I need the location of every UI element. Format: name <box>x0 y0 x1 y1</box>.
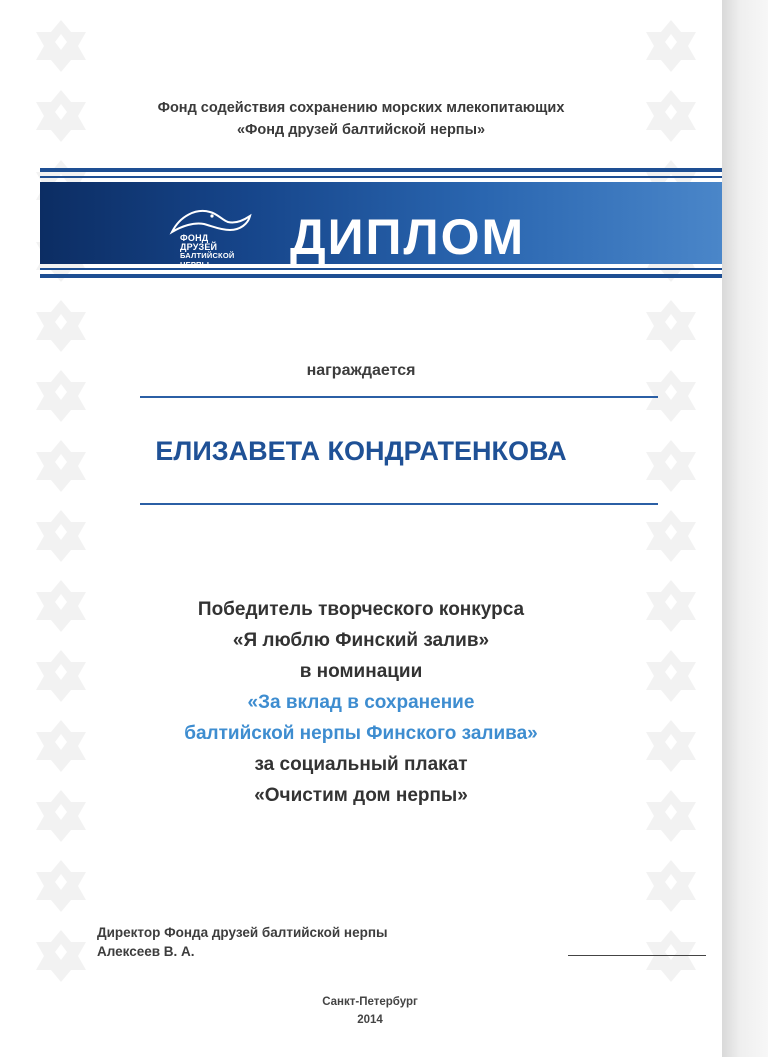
logo-line-2: ДРУЗЕЙ <box>180 242 218 252</box>
divider-top <box>140 396 658 398</box>
award-description <box>0 594 722 811</box>
footer-year: 2014 <box>357 1014 383 1026</box>
awarded-label: награждается <box>306 362 416 379</box>
award-line-3: в номинации <box>299 661 423 682</box>
diploma-banner <box>40 168 722 282</box>
signature-line <box>568 955 706 956</box>
award-line-7: «Очистим дом нерпы» <box>254 785 468 806</box>
signer-title: Директор Фонда друзей балтийской нерпы <box>97 925 388 940</box>
logo-text <box>180 234 234 269</box>
scan-edge <box>722 0 768 1057</box>
seal-logo-icon <box>166 202 266 272</box>
header-line-1: Фонд содействия сохранению морских млекопитающих <box>157 100 565 116</box>
footer-city: Санкт-Петербург <box>322 996 418 1008</box>
divider-bottom <box>140 503 658 505</box>
banner-line-bottom-thin <box>40 268 722 270</box>
foundation-header <box>0 97 722 141</box>
footer <box>300 993 440 1029</box>
diploma-title: ДИПЛОМ <box>290 209 526 265</box>
award-line-1: Победитель творческого конкурса <box>197 599 525 620</box>
logo-line-3: БАЛТИЙСКОЙ <box>180 251 235 260</box>
logo-line-4: НЕРПЫ <box>180 259 210 269</box>
logo-line-1: ФОНД <box>180 233 209 243</box>
award-line-4: «За вклад в сохранение <box>247 692 475 713</box>
banner-line-top-thin <box>40 176 722 178</box>
banner-line-top <box>40 168 722 172</box>
signature-block <box>97 923 388 961</box>
signer-name: Алексеев В. А. <box>97 944 195 959</box>
recipient-name: ЕЛИЗАВЕТА КОНДРАТЕНКОВА <box>155 436 567 466</box>
header-line-2: «Фонд друзей балтийской нерпы» <box>236 122 486 138</box>
award-line-5: балтийской нерпы Финского залива» <box>184 723 538 744</box>
award-line-6: за социальный плакат <box>254 754 468 775</box>
banner-line-bottom <box>40 274 722 278</box>
award-line-2: «Я люблю Финский залив» <box>232 630 490 651</box>
banner-band <box>40 182 722 269</box>
